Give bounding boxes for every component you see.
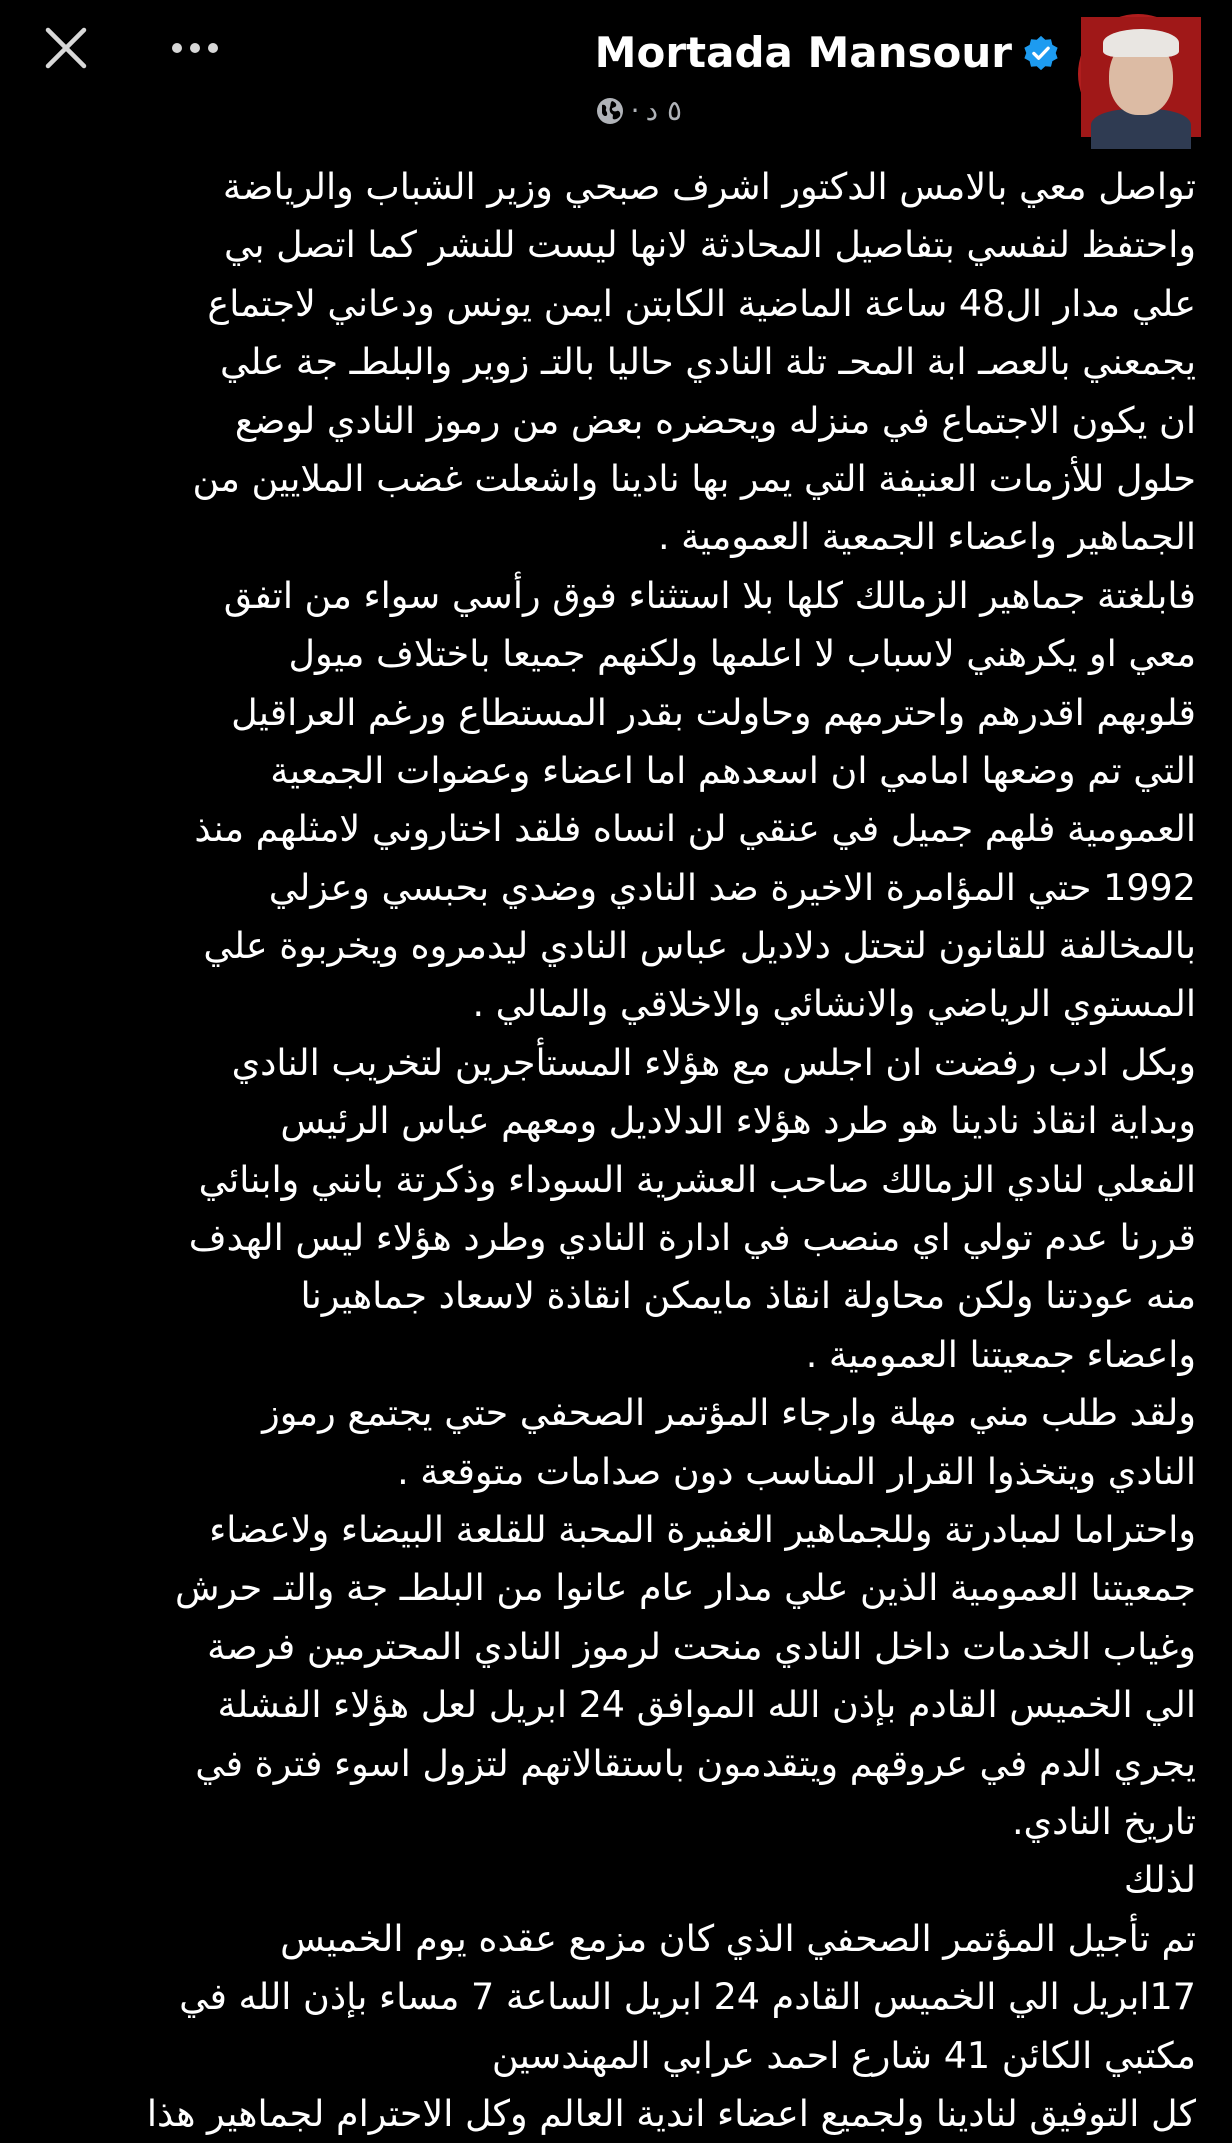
post-text-line: واحتفظ لنفسي بتفاصيل المحادثة لانها ليست للنشر كما اتصل بي bbox=[223, 223, 1196, 267]
post-text bbox=[50, 158, 1196, 2143]
post-text-line: لذلك bbox=[1123, 1858, 1196, 1902]
author-info bbox=[595, 26, 1060, 127]
close-button[interactable] bbox=[36, 18, 96, 78]
avatar-shirt bbox=[1091, 109, 1191, 149]
more-options-button[interactable] bbox=[165, 18, 225, 78]
post-text-line: الجماهير واعضاء الجمعية العمومية . bbox=[657, 515, 1196, 559]
post-text-line: علي مدار ال48 ساعة الماضية الكابتن ايمن يونس ودعاني لاجتماع bbox=[207, 281, 1196, 325]
post-text-line: المستوي الرياضي والانشائي والاخلاقي والمالي . bbox=[472, 982, 1196, 1026]
author-name[interactable]: Mortada Mansour bbox=[594, 28, 1012, 77]
post-timestamp[interactable]: ٥ د bbox=[645, 94, 682, 127]
post-text-line: فابلغتة جماهير الزمالك كلها بلا استثناء فوق رأسي سواء من اتفق bbox=[223, 573, 1196, 617]
post-text-line: وغياب الخدمات داخل النادي منحت لرموز النادي المحترمين فرصة bbox=[207, 1624, 1196, 1668]
post-text-line: تواصل معي بالامس الدكتور اشرف صبحي وزير الشباب والرياضة bbox=[222, 165, 1196, 208]
post-text-line: يجري الدم في عروقهم ويتقدمون باستقالاتهم لتزول اسوء فترة في bbox=[195, 1741, 1196, 1785]
post-text-line: كل التوفيق لنادينا ولجميع اعضاء اندية العالم وكل الاحترام لجماهير هذا bbox=[146, 2091, 1196, 2135]
close-icon bbox=[43, 25, 89, 71]
post-text-line: واعضاء جمعيتنا العمومية . bbox=[805, 1332, 1196, 1376]
post-text-line: الفعلي لنادي الزمالك صاحب العشرية السوداء وذكرتة بانني وابنائي bbox=[198, 1157, 1196, 1201]
post-text-line: الي الخميس القادم بإذن الله الموافق 24 ابريل لعل هؤلاء الفشلة bbox=[217, 1683, 1196, 1727]
verified-badge-icon bbox=[1022, 34, 1060, 72]
post-text-line: قلوبهم اقدرهم واحترمهم وحاولت بقدر المستطاع ورغم العراقيل bbox=[231, 690, 1196, 734]
post-text-line: وبداية انقاذ نادينا هو طرد هؤلاء الدلاديل ومعهم عباس الرئيس bbox=[280, 1099, 1196, 1143]
post-text-line: العمومية فلهم جميل في عنقي لن انساه فلقد اختاروني لامثلهم منذ bbox=[194, 807, 1196, 851]
post-text-line: وبكل ادب رفضت ان اجلس مع هؤلاء المستأجرين لتخريب النادي bbox=[231, 1040, 1196, 1084]
post-text-line: ولقد طلب مني مهلة وارجاء المؤتمر الصحفي حتي يجتمع رموز bbox=[262, 1391, 1196, 1435]
author-line bbox=[595, 26, 1060, 80]
more-horizontal-icon bbox=[171, 41, 219, 55]
post-text-line: جمعيتنا العمومية الذين علي مدار عام عانوا من البلطـ جة والتـ حرش bbox=[174, 1566, 1196, 1610]
post-text-line: يجمعني بالعصـ ابة المحـ تلة النادي حاليا بالتـ زوير والبلطـ جة علي bbox=[219, 340, 1196, 384]
post-text-line: معي او يكرهني لاسباب لا اعلمها ولكنهم جميعا باختلاف ميول bbox=[288, 632, 1196, 676]
post-text-line: تاريخ النادي. bbox=[1011, 1799, 1196, 1843]
post-text-line: 17ابريل الي الخميس القادم 24 ابريل الساعة 7 مساء بإذن الله في bbox=[179, 1975, 1196, 2019]
post-text-line: تم تأجيل المؤتمر الصحفي الذي كان مزمع عقده يوم الخميس bbox=[280, 1916, 1196, 1960]
avatar[interactable] bbox=[1078, 14, 1198, 134]
post-text-line: حلول للأزمات العنيفة التي يمر بها نادينا واشعلت غضب الملايين من bbox=[192, 456, 1196, 500]
post-meta bbox=[595, 94, 1060, 127]
globe-icon bbox=[595, 96, 625, 126]
post-text-line: قررنا عدم تولي اي منصب في ادارة النادي وطرد هؤلاء ليس الهدف bbox=[188, 1216, 1196, 1260]
post-text-line: مكتبي الكائن 41 شارع احمد عرابي المهندسين bbox=[491, 2033, 1196, 2077]
post-header bbox=[0, 0, 1232, 160]
meta-separator: · bbox=[630, 94, 640, 127]
avatar-hair bbox=[1103, 29, 1179, 57]
post-text-line: منه عودتنا ولكن محاولة انقاذ مايمكن انقاذة لاسعاد جماهيرنا bbox=[300, 1274, 1196, 1318]
post-text-line: بالمخالفة للقانون لتحتل دلاديل عباس النادي ليدمروه ويخربوة علي bbox=[203, 924, 1196, 968]
post-text-line: 1992 حتي المؤامرة الاخيرة ضد النادي وضدي بحبسي وعزلي bbox=[268, 865, 1196, 909]
post-text-line: ان يكون الاجتماع في منزله ويحضره بعض من رموز النادي لوضع bbox=[234, 398, 1196, 442]
post-text-line: التي تم وضعها امامي ان اسعدهم اما اعضاء وعضوات الجمعية bbox=[270, 748, 1196, 792]
post-text-line: النادي ويتخذوا القرار المناسب دون صدامات متوقعة . bbox=[397, 1449, 1196, 1493]
post-text-line: واحتراما لمبادرتة وللجماهير الغفيرة المحبة للقلعة البيضاء ولاعضاء bbox=[209, 1507, 1196, 1551]
